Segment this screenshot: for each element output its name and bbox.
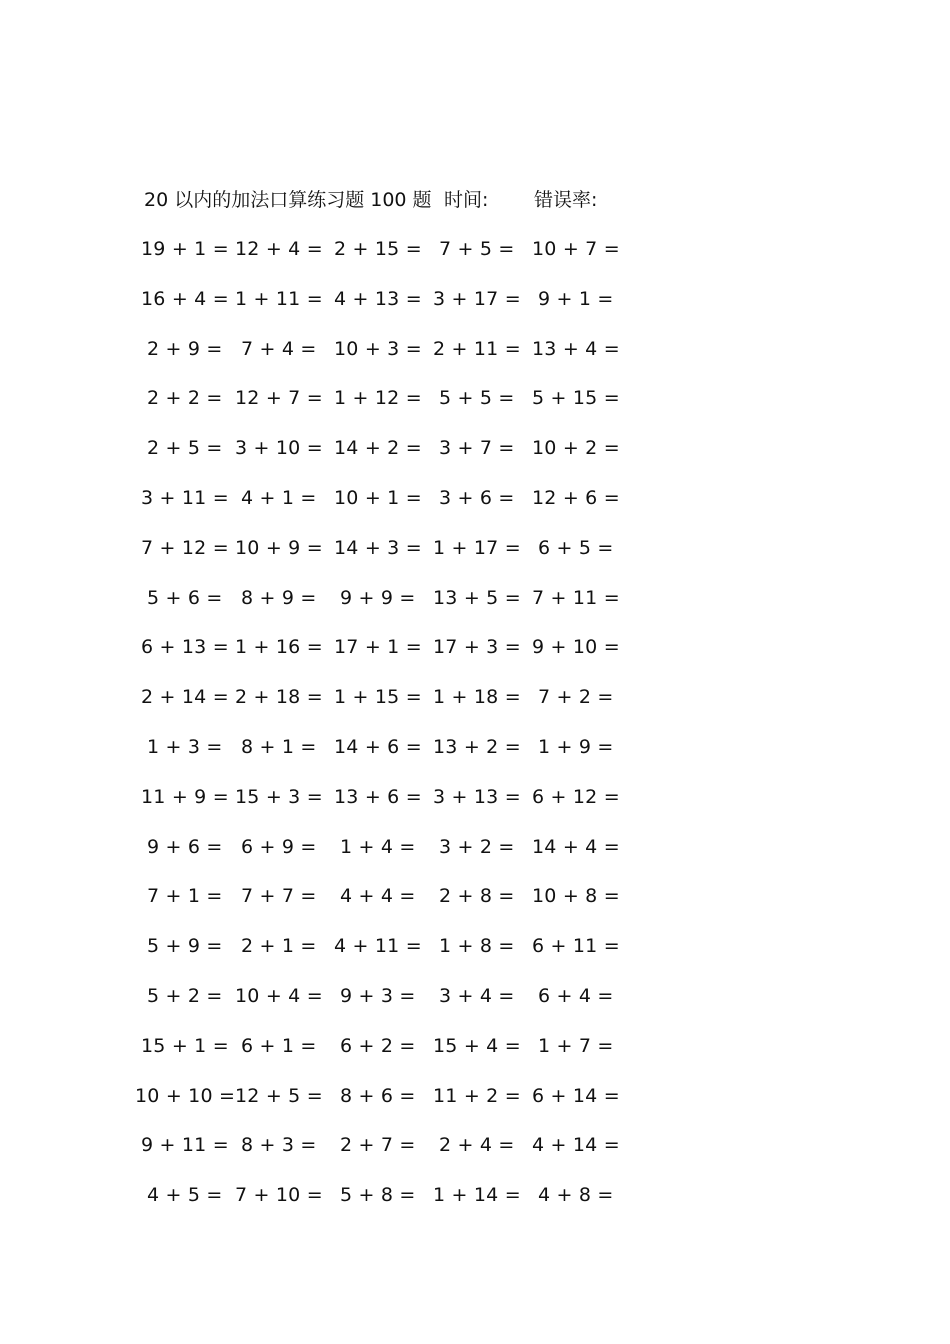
problem-item: 9 + 9 = [340, 586, 416, 609]
problem-item: 1 + 18 = [433, 686, 521, 709]
problem-row [140, 1129, 640, 1179]
problem-item: 11 + 2 = [433, 1084, 521, 1107]
problem-item: 8 + 3 = [241, 1134, 317, 1157]
problem-item: 4 + 5 = [147, 1184, 223, 1207]
problem-item: 10 + 4 = [235, 984, 323, 1007]
problem-item: 2 + 1 = [241, 935, 317, 958]
time-label: 时间: [444, 189, 489, 211]
problem-item: 13 + 4 = [532, 337, 620, 360]
problem-row [140, 582, 640, 632]
problem-row [140, 781, 640, 831]
problem-item: 4 + 14 = [532, 1134, 620, 1157]
problem-item: 1 + 9 = [538, 735, 614, 758]
problem-item: 2 + 14 = [141, 686, 229, 709]
problem-item: 12 + 7 = [235, 387, 323, 410]
problem-item: 5 + 9 = [147, 935, 223, 958]
problem-row [140, 980, 640, 1030]
problem-item: 6 + 12 = [532, 785, 620, 808]
problem-grid [135, 233, 640, 1229]
problem-item: 4 + 11 = [334, 935, 422, 958]
worksheet-title: 20 以内的加法口算练习题 100 题 [144, 189, 432, 211]
problem-item: 3 + 13 = [433, 785, 521, 808]
problem-item: 3 + 2 = [439, 835, 515, 858]
problem-item: 12 + 4 = [235, 238, 323, 260]
problem-item: 13 + 5 = [433, 586, 521, 609]
problem-row [140, 532, 640, 582]
problem-item: 17 + 1 = [334, 636, 422, 659]
problem-item: 7 + 1 = [147, 885, 223, 908]
problem-row [140, 283, 640, 333]
problem-row [140, 631, 640, 681]
error-rate-label: 错误率: [534, 189, 598, 211]
problem-row [135, 1080, 640, 1130]
problem-item: 7 + 4 = [241, 337, 317, 360]
problem-item: 2 + 9 = [147, 337, 223, 360]
problem-item: 1 + 14 = [433, 1184, 521, 1207]
problem-item: 1 + 7 = [538, 1034, 614, 1057]
problem-item: 3 + 4 = [439, 984, 515, 1007]
problem-item: 8 + 9 = [241, 586, 317, 609]
problem-item: 19 + 1 = [141, 238, 229, 260]
problem-item: 4 + 8 = [538, 1184, 614, 1207]
problem-item: 16 + 4 = [141, 287, 229, 310]
problem-item: 9 + 3 = [340, 984, 416, 1007]
problem-item: 1 + 15 = [334, 686, 422, 709]
problem-item: 5 + 15 = [532, 387, 620, 410]
problem-row [140, 731, 640, 781]
problem-item: 2 + 2 = [147, 387, 223, 410]
problem-item: 5 + 2 = [147, 984, 223, 1007]
problem-item: 9 + 10 = [532, 636, 620, 659]
problem-item: 1 + 3 = [147, 735, 223, 758]
problem-item: 9 + 1 = [538, 287, 614, 310]
problem-item: 1 + 12 = [334, 387, 422, 410]
problem-item: 11 + 9 = [141, 785, 229, 808]
problem-row [140, 1030, 640, 1080]
problem-row [140, 681, 640, 731]
problem-item: 6 + 2 = [340, 1034, 416, 1057]
problem-item: 1 + 11 = [235, 287, 323, 310]
problem-item: 1 + 8 = [439, 935, 515, 958]
problem-item: 14 + 2 = [334, 437, 422, 460]
problem-item: 6 + 1 = [241, 1034, 317, 1057]
problem-item: 6 + 9 = [241, 835, 317, 858]
problem-item: 1 + 17 = [433, 536, 521, 559]
problem-item: 5 + 5 = [439, 387, 515, 410]
problem-item: 7 + 12 = [141, 536, 229, 559]
problem-item: 2 + 4 = [439, 1134, 515, 1157]
problem-item: 4 + 4 = [340, 885, 416, 908]
problem-row [140, 482, 640, 532]
problem-item: 2 + 15 = [334, 238, 422, 260]
problem-item: 14 + 3 = [334, 536, 422, 559]
problem-item: 10 + 3 = [334, 337, 422, 360]
problem-item: 3 + 11 = [141, 486, 229, 509]
problem-row [140, 880, 640, 930]
problem-item: 13 + 6 = [334, 785, 422, 808]
problem-item: 8 + 6 = [340, 1084, 416, 1107]
problem-item: 8 + 1 = [241, 735, 317, 758]
problem-item: 6 + 13 = [141, 636, 229, 659]
problem-item: 9 + 6 = [147, 835, 223, 858]
problem-row [140, 1179, 640, 1229]
problem-item: 5 + 8 = [340, 1184, 416, 1207]
problem-item: 1 + 16 = [235, 636, 323, 659]
problem-item: 6 + 14 = [532, 1084, 620, 1107]
problem-item: 17 + 3 = [433, 636, 521, 659]
problem-item: 3 + 10 = [235, 437, 323, 460]
problem-item: 14 + 4 = [532, 835, 620, 858]
problem-item: 6 + 11 = [532, 935, 620, 958]
problem-row [140, 831, 640, 881]
problem-item: 7 + 7 = [241, 885, 317, 908]
problem-item: 14 + 6 = [334, 735, 422, 758]
problem-item: 15 + 1 = [141, 1034, 229, 1057]
problem-item: 15 + 3 = [235, 785, 323, 808]
problem-item: 7 + 11 = [532, 586, 620, 609]
problem-item: 3 + 17 = [433, 287, 521, 310]
problem-item: 10 + 2 = [532, 437, 620, 460]
problem-item: 6 + 5 = [538, 536, 614, 559]
problem-item: 15 + 4 = [433, 1034, 521, 1057]
problem-item: 13 + 2 = [433, 735, 521, 758]
problem-item: 3 + 6 = [439, 486, 515, 509]
problem-item: 10 + 1 = [334, 486, 422, 509]
problem-item: 7 + 5 = [439, 238, 515, 260]
problem-item: 3 + 7 = [439, 437, 515, 460]
problem-item: 9 + 11 = [141, 1134, 229, 1157]
problem-item: 12 + 5 = [235, 1084, 323, 1107]
problem-item: 7 + 10 = [235, 1184, 323, 1207]
problem-item: 2 + 18 = [235, 686, 323, 709]
problem-row [140, 333, 640, 383]
problem-item: 2 + 7 = [340, 1134, 416, 1157]
problem-item: 6 + 4 = [538, 984, 614, 1007]
problem-item: 10 + 10 = [135, 1084, 236, 1107]
problem-item: 10 + 7 = [532, 238, 620, 260]
problem-item: 5 + 6 = [147, 586, 223, 609]
problem-item: 2 + 5 = [147, 437, 223, 460]
problem-item: 10 + 9 = [235, 536, 323, 559]
problem-item: 12 + 6 = [532, 486, 620, 509]
problem-item: 2 + 11 = [433, 337, 521, 360]
problem-item: 4 + 13 = [334, 287, 422, 310]
problem-row [140, 382, 640, 432]
problem-row [140, 233, 640, 283]
problem-item: 4 + 1 = [241, 486, 317, 509]
problem-item: 2 + 8 = [439, 885, 515, 908]
problem-row [140, 930, 640, 980]
problem-item: 1 + 4 = [340, 835, 416, 858]
problem-item: 10 + 8 = [532, 885, 620, 908]
problem-item: 7 + 2 = [538, 686, 614, 709]
problem-row [140, 432, 640, 482]
